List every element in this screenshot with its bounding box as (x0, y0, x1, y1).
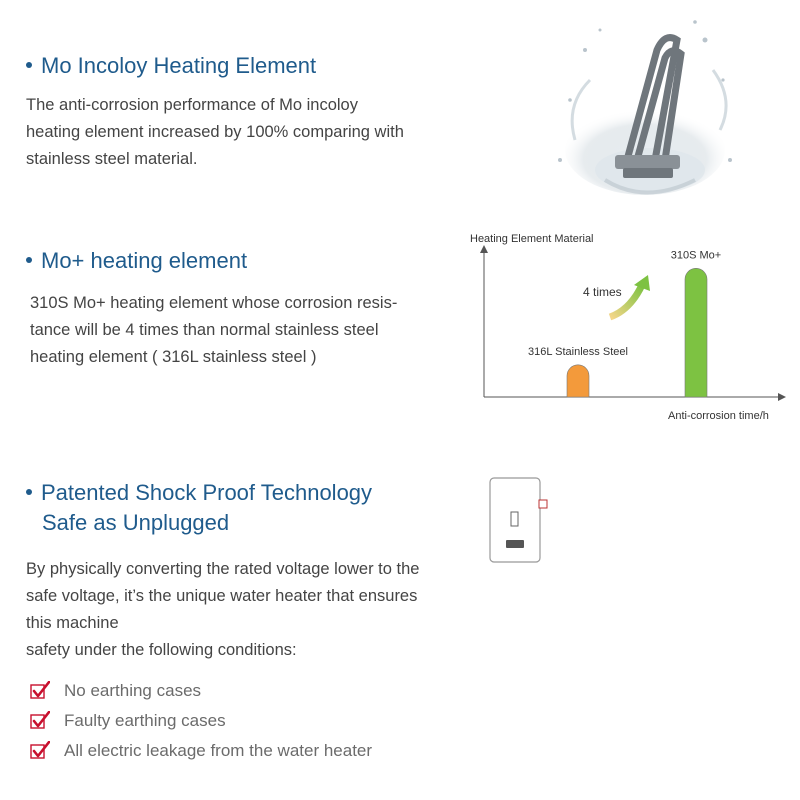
checklist-item: Faulty earthing cases (30, 706, 372, 736)
section3-heading: Patented Shock Proof Technology (26, 478, 372, 508)
checkmark-icon (30, 681, 50, 699)
checklist-item: All electric leakage from the water heater (30, 736, 372, 766)
chart-bar (685, 268, 707, 397)
section2-heading: Mo+ heating element (26, 246, 247, 276)
chart-category-label: 316L Stainless Steel (528, 345, 628, 358)
corrosion-chart (460, 225, 790, 420)
checklist-item: No earthing cases (30, 676, 372, 706)
chart-category-label: 310S Mo+ (670, 249, 722, 262)
chart-annotation: 4 times (583, 285, 622, 299)
section2-description: 310S Mo+ heating element whose corrosion resis- tance will be 4 times than normal stainless steel heating element ( 316L stainless steel ) (30, 294, 398, 366)
checkmark-icon (30, 741, 50, 759)
section1-description: The anti-corrosion performance of Mo incoloy heating element increased by 100% comparing with stainless steel material. (26, 96, 404, 168)
heating-element-image (545, 10, 735, 210)
section1-heading: Mo Incoloy Heating Element (26, 51, 316, 81)
bullet-dot (26, 62, 32, 68)
checkmark-icon (30, 711, 50, 729)
bullet-dot (26, 257, 32, 263)
bullet-dot (26, 489, 32, 495)
chart-bar (567, 365, 589, 397)
section3-description: By physically converting the rated voltage lower to the safe voltage, it’s the unique water heater that ensures this machine safety under the following conditions: (26, 560, 420, 659)
section3-subheading: Safe as Unplugged (42, 510, 230, 535)
safety-checklist (30, 676, 372, 766)
chart-x-axis-label: Anti-corrosion time/h (668, 410, 769, 420)
haier-water-heater-icon (480, 470, 560, 570)
chart-y-axis-label: Heating Element Material (470, 233, 594, 245)
